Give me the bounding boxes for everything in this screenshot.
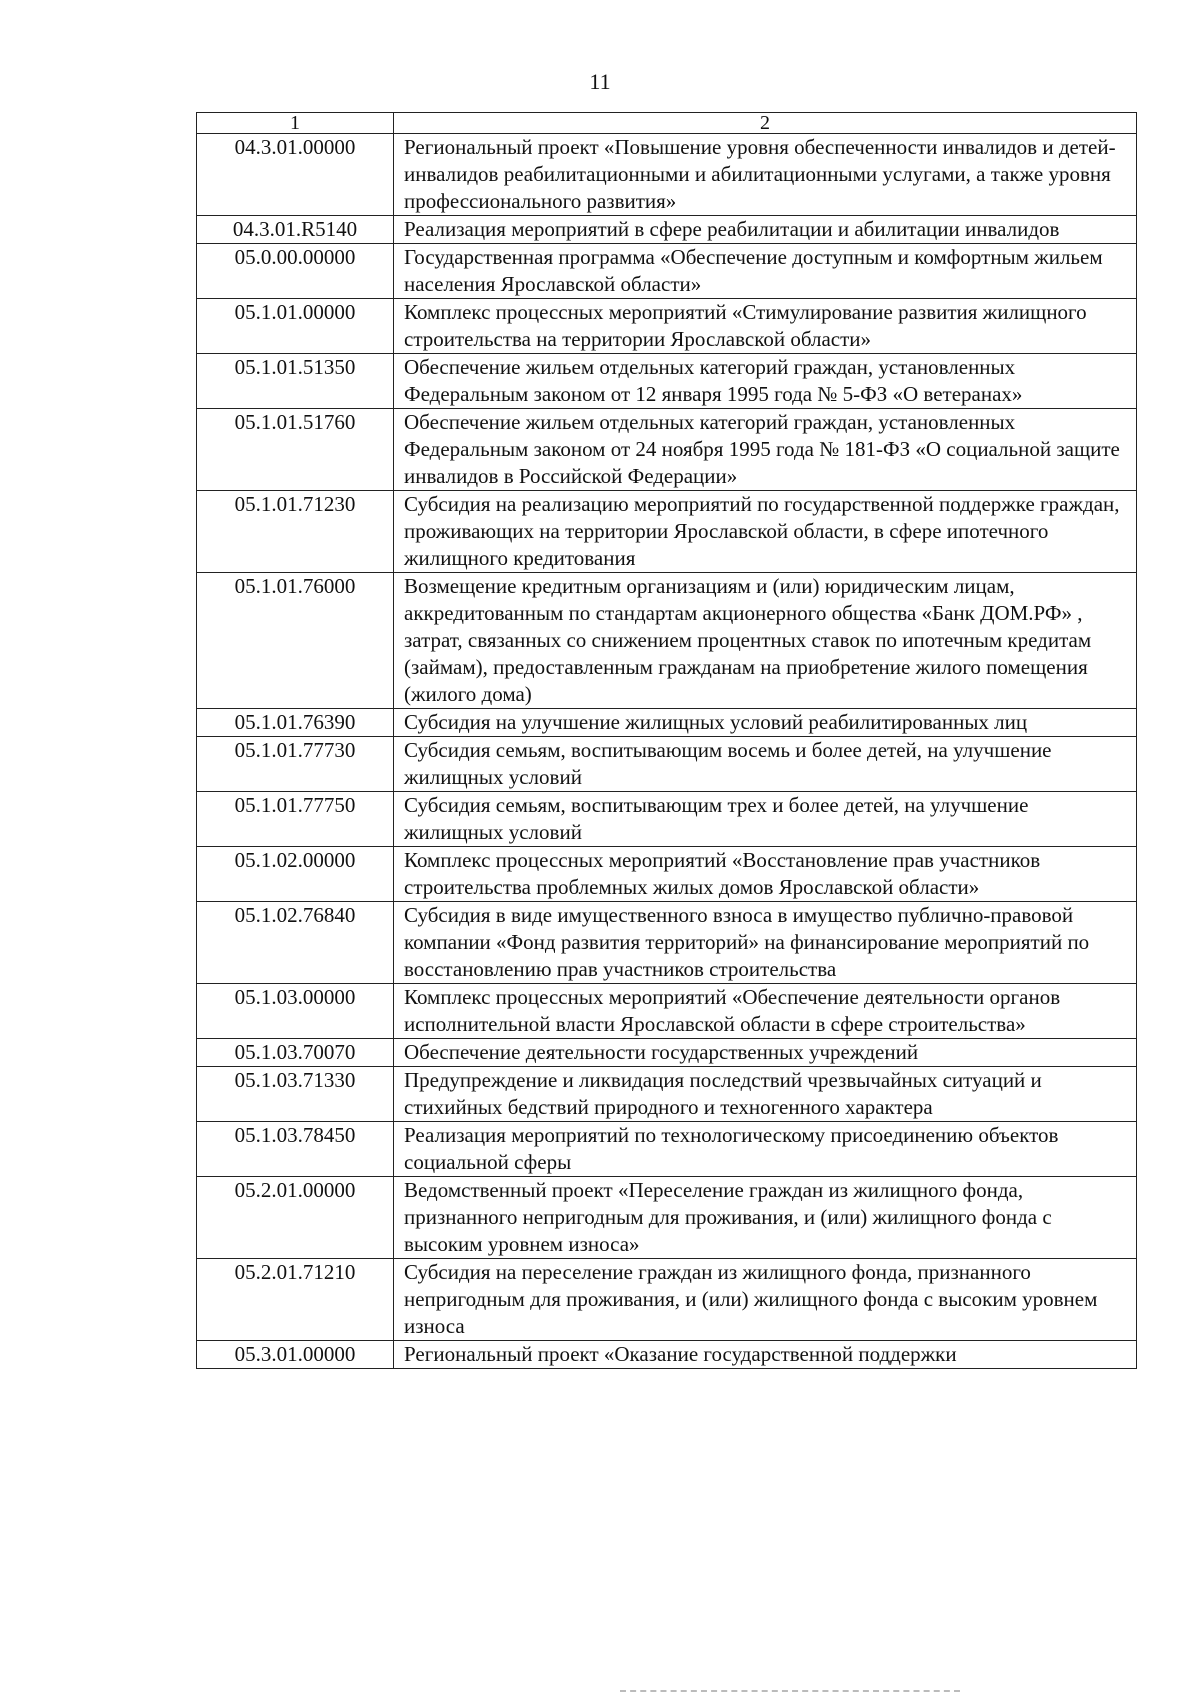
row-code: 05.1.01.76000 xyxy=(197,573,394,709)
table-row xyxy=(197,299,1137,354)
row-name: Обеспечение деятельности государственных учреждений xyxy=(394,1039,1137,1067)
table-row xyxy=(197,216,1137,244)
row-name: Ведомственный проект «Переселение граждан из жилищного фонда, признанного непригодным для проживания, и (или) жилищного фонда с высоким уровнем износа» xyxy=(394,1177,1137,1259)
row-code: 05.1.03.00000 xyxy=(197,984,394,1039)
row-name: Субсидия на реализацию мероприятий по государственной поддержке граждан, проживающих на территории Ярославской области, в сфере ипотечного жилищного кредитования xyxy=(394,491,1137,573)
row-code: 04.3.01.R5140 xyxy=(197,216,394,244)
row-code: 05.1.03.71330 xyxy=(197,1067,394,1122)
row-name: Предупреждение и ликвидация последствий чрезвычайных ситуаций и стихийных бедствий природного и техногенного характера xyxy=(394,1067,1137,1122)
row-name: Субсидия на улучшение жилищных условий реабилитированных лиц xyxy=(394,709,1137,737)
table-row xyxy=(197,1039,1137,1067)
row-name: Комплекс процессных мероприятий «Обеспечение деятельности органов исполнительной власти Ярославской области в сфере строительства» xyxy=(394,984,1137,1039)
column-header-name: 2 xyxy=(394,113,1137,134)
table-row xyxy=(197,409,1137,491)
row-name: Обеспечение жильем отдельных категорий граждан, установленных Федеральным законом от 12 января 1995 года № 5-ФЗ «О ветеранах» xyxy=(394,354,1137,409)
row-code: 05.2.01.00000 xyxy=(197,1177,394,1259)
row-code: 05.1.01.77730 xyxy=(197,737,394,792)
row-name: Реализация мероприятий в сфере реабилитации и абилитации инвалидов xyxy=(394,216,1137,244)
table-row xyxy=(197,902,1137,984)
table-row xyxy=(197,984,1137,1039)
row-code: 05.1.02.00000 xyxy=(197,847,394,902)
row-code: 05.1.02.76840 xyxy=(197,902,394,984)
row-code: 05.1.03.78450 xyxy=(197,1122,394,1177)
row-name: Комплекс процессных мероприятий «Восстановление прав участников строительства проблемных жилых домов Ярославской области» xyxy=(394,847,1137,902)
table-row xyxy=(197,1177,1137,1259)
row-name: Обеспечение жильем отдельных категорий граждан, установленных Федеральным законом от 24 ноября 1995 года № 181-ФЗ «О социальной защите инвалидов в Российской Федерации» xyxy=(394,409,1137,491)
row-code: 05.3.01.00000 xyxy=(197,1341,394,1369)
table-row xyxy=(197,354,1137,409)
table-row xyxy=(197,134,1137,216)
row-name: Региональный проект «Оказание государственной поддержки xyxy=(394,1341,1137,1369)
column-header-code: 1 xyxy=(197,113,394,134)
row-name: Государственная программа «Обеспечение доступным и комфортным жильем населения Ярославской области» xyxy=(394,244,1137,299)
table-row xyxy=(197,792,1137,847)
row-name: Субсидия семьям, воспитывающим трех и более детей, на улучшение жилищных условий xyxy=(394,792,1137,847)
row-code: 05.1.01.71230 xyxy=(197,491,394,573)
table-row xyxy=(197,491,1137,573)
table-row xyxy=(197,847,1137,902)
table-row xyxy=(197,1259,1137,1341)
row-name: Субсидия семьям, воспитывающим восемь и более детей, на улучшение жилищных условий xyxy=(394,737,1137,792)
row-name: Возмещение кредитным организациям и (или) юридическим лицам, аккредитованным по стандартам акционерного общества «Банк ДОМ.РФ» , затрат, связанных со снижением процентных ставок по ипотечным кредитам (займам), предоставленным гражданам на приобретение жилого помещения (жилого дома) xyxy=(394,573,1137,709)
table-body xyxy=(197,113,1137,1369)
row-code: 05.1.01.76390 xyxy=(197,709,394,737)
row-name: Реализация мероприятий по технологическому присоединению объектов социальной сферы xyxy=(394,1122,1137,1177)
page-number: 11 xyxy=(589,69,611,94)
row-code: 05.1.01.51760 xyxy=(197,409,394,491)
row-code: 05.1.01.00000 xyxy=(197,299,394,354)
row-code: 05.1.01.77750 xyxy=(197,792,394,847)
row-code: 05.0.00.00000 xyxy=(197,244,394,299)
table-row xyxy=(197,709,1137,737)
row-name: Региональный проект «Повышение уровня обеспеченности инвалидов и детей-инвалидов реабилитационными и абилитационными услугами, а также уровня профессионального развития» xyxy=(394,134,1137,216)
row-name: Комплекс процессных мероприятий «Стимулирование развития жилищного строительства на территории Ярославской области» xyxy=(394,299,1137,354)
table-row xyxy=(197,244,1137,299)
row-code: 05.1.03.70070 xyxy=(197,1039,394,1067)
budget-code-table xyxy=(196,112,1137,1369)
row-code: 05.2.01.71210 xyxy=(197,1259,394,1341)
row-name: Субсидия на переселение граждан из жилищного фонда, признанного непригодным для проживания, и (или) жилищного фонда с высоким уровнем износа xyxy=(394,1259,1137,1341)
table-row xyxy=(197,573,1137,709)
row-code: 05.1.01.51350 xyxy=(197,354,394,409)
table-row xyxy=(197,1341,1137,1369)
table-row xyxy=(197,1122,1137,1177)
table-row xyxy=(197,1067,1137,1122)
page-bottom-artifact xyxy=(620,1690,960,1692)
row-code: 04.3.01.00000 xyxy=(197,134,394,216)
table-header-row xyxy=(197,113,1137,134)
table-row xyxy=(197,737,1137,792)
row-name: Субсидия в виде имущественного взноса в имущество публично-правовой компании «Фонд развития территорий» на финансирование мероприятий по восстановлению прав участников строительства xyxy=(394,902,1137,984)
